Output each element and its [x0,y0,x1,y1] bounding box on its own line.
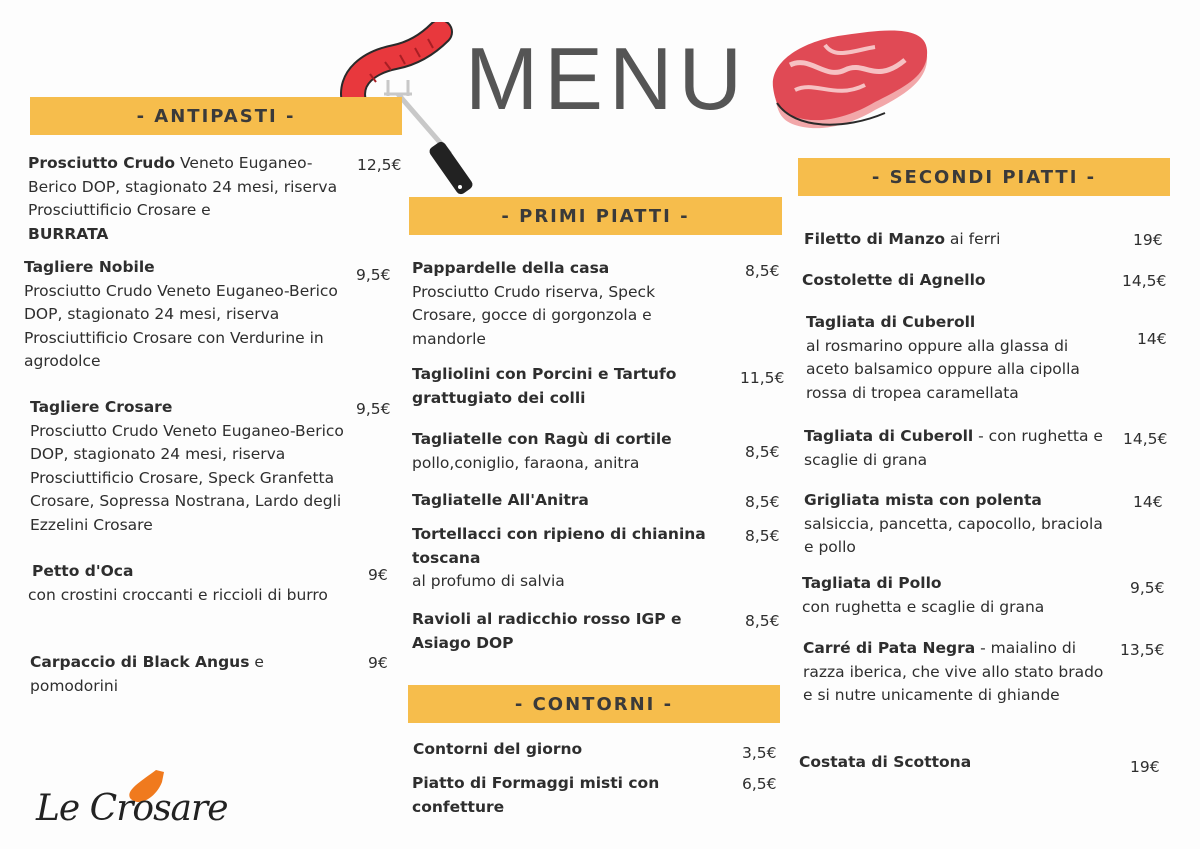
menu-item: Prosciutto Crudo Veneto Euganeo-Berico DOP, stagionato 24 mesi, riserva Prosciuttificio Crosare e BURRATA [28,154,338,243]
menu-item: Costolette di Agnello [802,271,986,289]
menu-item: Tagliere Nobile Prosciutto Crudo Veneto Euganeo-Berico DOP, stagionato 24 mesi, riserva Prosciuttificio Crosare con Verdurine in agrodolce [24,258,338,370]
menu-item: Carpaccio di Black Angus e pomodorini [30,653,264,695]
menu-item: Tagliere Crosare Prosciutto Crudo Veneto Euganeo-Berico DOP, stagionato 24 mesi, riserva Prosciuttificio Crosare, Speck Granfetta Crosare, Sopressa Nostrana, Lardo degli Ezzelini Crosare [30,398,344,534]
menu-item: Tagliatelle All'Anitra [412,491,589,509]
item-price: 9€ [368,654,388,672]
menu-item: Tagliatelle con Ragù di cortile pollo,coniglio, faraona, anitra [412,430,672,472]
menu-item: Tagliata di Cuberoll al rosmarino oppure alla glassa di aceto balsamico oppure alla cipolla rossa di tropea caramellata [806,313,1080,402]
item-price: 14€ [1137,330,1167,348]
menu-item: Tagliolini con Porcini e Tartufo grattugiato dei colli [412,365,677,407]
item-price: 9,5€ [1130,579,1165,597]
logo-text: Le Crosare [36,788,228,829]
menu-title: MENU [465,29,749,128]
brand-logo [34,770,228,840]
menu-item: Grigliata mista con polenta salsiccia, pancetta, capocollo, braciola e pollo [804,491,1103,556]
item-price: 8,5€ [745,612,780,630]
item-price: 9€ [368,566,388,584]
section-contorni: - CONTORNI - [408,685,780,723]
menu-item: Contorni del giorno [413,740,583,758]
menu-item: Tagliata di Cuberoll - con rughetta e scaglie di grana [804,427,1103,469]
menu-item: Petto d'Oca con crostini croccanti e riccioli di burro [28,562,328,604]
item-price: 14€ [1133,493,1163,511]
section-secondi: - SECONDI PIATTI - [798,158,1170,196]
menu-item: Filetto di Manzo ai ferri [804,230,1001,248]
item-price: 13,5€ [1120,641,1165,659]
steak-icon [765,25,935,140]
menu-item: Tortellacci con ripieno di chianina toscana al profumo di salvia [412,525,706,590]
menu-item: Tagliata di Pollo con rughetta e scaglie di grana [802,574,1045,616]
section-antipasti: - ANTIPASTI - [30,97,402,135]
section-primi: - PRIMI PIATTI - [409,197,782,235]
item-price: 8,5€ [745,493,780,511]
item-price: 9,5€ [356,266,391,284]
item-price: 14,5€ [1122,272,1167,290]
item-price: 9,5€ [356,400,391,418]
menu-item: Costata di Scottona [799,753,972,771]
menu-item: Pappardelle della casa Prosciutto Crudo riserva, Speck Crosare, gocce di gorgonzola e mandorle [412,259,656,348]
item-price: 8,5€ [745,262,780,280]
item-price: 19€ [1133,231,1163,249]
item-price: 14,5€ [1123,430,1168,448]
item-price: 19€ [1130,758,1160,776]
item-price: 8,5€ [745,443,780,461]
menu-item: Ravioli al radicchio rosso IGP e Asiago DOP [412,610,682,652]
item-price: 3,5€ [742,744,777,762]
menu-item: Piatto di Formaggi misti con confetture [412,774,660,816]
item-price: 12,5€ [357,156,402,174]
item-price: 8,5€ [745,527,780,545]
item-price: 6,5€ [742,775,777,793]
item-price: 11,5€ [740,369,785,387]
menu-item: Carré di Pata Negra - maialino di razza iberica, che vive allo stato brado e si nutre unicamente di ghiande [803,639,1104,704]
